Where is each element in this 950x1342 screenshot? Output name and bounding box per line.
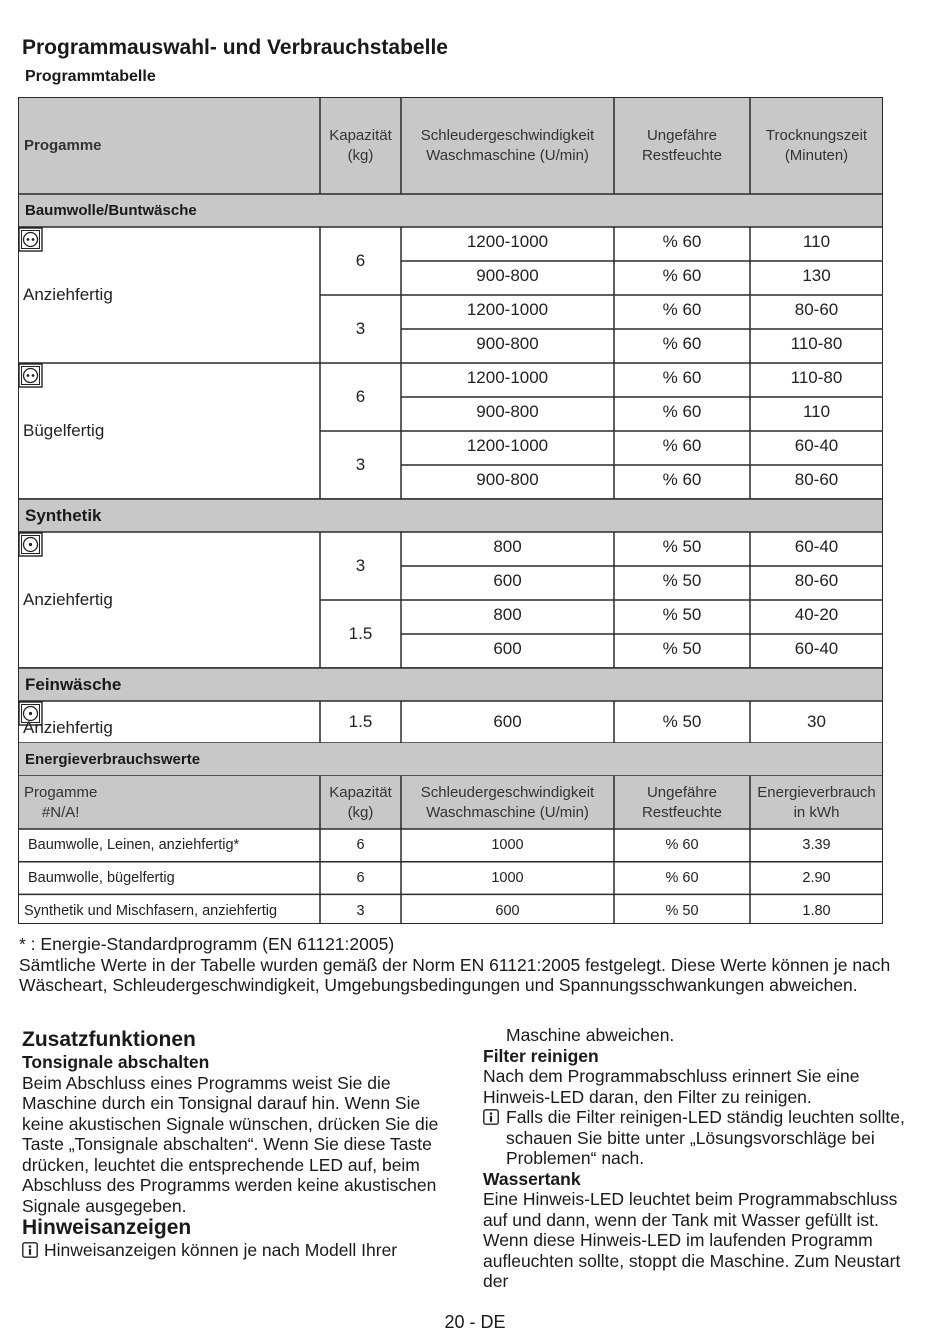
value-cell: 900-800 xyxy=(476,402,539,421)
info-text: Hinweisanzeigen können je nach Modell Ihrer xyxy=(44,1240,398,1260)
energy-cell: 3 xyxy=(356,902,365,919)
energy-cell: 1.80 xyxy=(802,902,831,919)
value-cell: 1200-1000 xyxy=(466,300,549,319)
info-icon xyxy=(483,1109,499,1125)
program-label: Anziehfertig xyxy=(23,590,113,610)
energy-header: Energieverbrauch in kWh xyxy=(757,784,876,821)
continued-text: Maschine abweichen. xyxy=(506,1025,675,1045)
info-text-filter: Falls die Filter reinigen-LED ständig leuchten sollte, schauen Sie bitte unter „Lösungsvorschläge bei Problemen“ nach. xyxy=(506,1107,905,1168)
value-cell: 80-60 xyxy=(794,300,839,319)
program-label: Anziehfertig xyxy=(23,718,113,738)
section-header: Feinwäsche xyxy=(25,674,122,694)
value-cell: % 50 xyxy=(662,537,702,556)
column-header: Ungefähre Restfeuchte xyxy=(641,127,723,164)
value-cell: 600 xyxy=(493,571,522,590)
value-cell: 80-60 xyxy=(794,571,839,590)
value-cell: 60-40 xyxy=(794,639,839,658)
value-cell: 1200-1000 xyxy=(466,436,549,455)
program-label: Bügelfertig xyxy=(23,421,105,441)
page-title: Programmauswahl- und Verbrauchstabelle xyxy=(22,36,448,59)
capacity-cell: 3 xyxy=(355,455,366,475)
value-cell: 30 xyxy=(807,712,826,732)
value-cell: 800 xyxy=(493,537,522,556)
value-cell: 800 xyxy=(493,605,522,624)
value-cell: % 50 xyxy=(662,639,702,658)
notes-text: Sämtliche Werte in der Tabelle wurden gemäß der Norm EN 61121:2005 festgelegt. Diese Werte können je nach Wäscheart, Schleudergeschwindigkeit, Umgebungsbedingungen und Spannungsschwankungen abweichen. xyxy=(19,954,891,995)
text-wassertank: Eine Hinweis-LED leuchtet beim Programmabschluss auf und dann, wenn der Tank mit Wasser gefüllt ist. Wenn diese Hinweis-LED im laufenden Programm aufleuchten sollte, stoppt die Maschine. Zum Neustart der xyxy=(483,1189,901,1291)
value-cell: % 60 xyxy=(662,232,702,251)
right-column xyxy=(483,1025,923,1292)
energy-header: Kapazität (kg) xyxy=(329,784,392,821)
program-table xyxy=(18,97,883,924)
value-cell: % 60 xyxy=(662,300,702,319)
program-cell xyxy=(18,227,320,363)
value-cell: % 50 xyxy=(662,605,702,624)
capacity-cell: 1.5 xyxy=(348,712,373,732)
dry-one-dot-icon xyxy=(18,701,43,726)
dry-one-dot-icon xyxy=(18,532,43,557)
value-cell: 900-800 xyxy=(476,470,539,489)
value-cell: % 60 xyxy=(662,266,702,285)
section-header: Energieverbrauchswerte xyxy=(25,750,201,768)
capacity-cell: 3 xyxy=(355,319,366,339)
value-cell: % 50 xyxy=(662,712,702,732)
heading-zusatzfunktionen: Zusatzfunktionen xyxy=(22,1028,196,1051)
value-cell: 1200-1000 xyxy=(466,232,549,251)
energy-cell: Synthetik und Mischfasern, anziehfertig xyxy=(24,902,278,919)
energy-cell: 2.90 xyxy=(802,869,831,886)
value-cell: 600 xyxy=(493,639,522,658)
section-header: Synthetik xyxy=(25,505,102,525)
heading-hinweisanzeigen: Hinweisanzeigen xyxy=(22,1216,192,1239)
left-column xyxy=(22,1028,452,1261)
info-note-filter xyxy=(483,1107,923,1169)
value-cell: % 60 xyxy=(662,368,702,387)
energy-cell: % 50 xyxy=(665,902,699,919)
value-cell: 40-20 xyxy=(794,605,839,624)
subheading-filter: Filter reinigen xyxy=(483,1045,599,1066)
value-cell: 600 xyxy=(493,712,522,732)
value-cell: 900-800 xyxy=(476,266,539,285)
energy-header: Ungefähre Restfeuchte xyxy=(641,784,723,821)
section-header: Baumwolle/Buntwäsche xyxy=(25,201,197,219)
column-header: Kapazität (kg) xyxy=(329,127,392,164)
value-cell: 110-80 xyxy=(790,334,843,353)
text-filter: Nach dem Programmabschluss erinnert Sie eine Hinweis-LED daran, den Filter zu reinigen. xyxy=(483,1066,860,1107)
info-icon xyxy=(22,1242,38,1258)
subheading-tonsignale: Tonsignale abschalten xyxy=(22,1052,210,1072)
program-label: Anziehfertig xyxy=(23,285,113,305)
energy-cell: Baumwolle, bügelfertig xyxy=(28,869,175,886)
value-cell: % 60 xyxy=(662,470,702,489)
energy-cell: 6 xyxy=(356,869,365,886)
value-cell: % 50 xyxy=(662,571,702,590)
energy-cell: 6 xyxy=(356,837,365,854)
value-cell: 110 xyxy=(802,232,831,251)
energy-cell: % 60 xyxy=(665,869,699,886)
value-cell: 900-800 xyxy=(476,334,539,353)
dry-two-dots-icon xyxy=(18,363,43,388)
footnote: * : Energie-Standardprogramm (EN 61121:2005) xyxy=(19,934,395,954)
column-header: Schleudergeschwindigkeit Waschmaschine (U/min) xyxy=(420,127,595,164)
value-cell: 110 xyxy=(802,402,831,421)
value-cell: 60-40 xyxy=(794,537,839,556)
column-header: Trocknungszeit (Minuten) xyxy=(765,127,868,164)
value-cell: 130 xyxy=(802,266,831,285)
info-note xyxy=(22,1240,452,1261)
energy-cell: 1000 xyxy=(491,837,524,854)
table-subtitle: Programmtabelle xyxy=(25,68,156,85)
program-cell xyxy=(18,701,320,743)
value-cell: % 60 xyxy=(662,334,702,353)
energy-header: Schleudergeschwindigkeit Waschmaschine (U/min) xyxy=(420,784,595,821)
table-notes xyxy=(19,934,919,996)
program-cell xyxy=(18,363,320,499)
text-tonsignale: Beim Abschluss eines Programms weist Sie die Maschine durch ein Tonsignal darauf hin. Wenn Sie keine akustischen Signale wünschen, drücken Sie die Taste „Tonsignale abschalten“. Wenn Sie diese Taste drücken, leuchtet die entsprechende LED auf, beim Abschluss des Programms werden keine akustischen Signale ausgegeben. xyxy=(22,1072,439,1216)
energy-cell: Baumwolle, Leinen, anziehfertig* xyxy=(28,837,240,854)
energy-cell: % 60 xyxy=(665,837,699,854)
capacity-cell: 3 xyxy=(355,556,366,576)
column-header: Progamme xyxy=(24,136,102,154)
capacity-cell: 6 xyxy=(355,387,366,407)
dry-two-dots-icon xyxy=(18,227,43,252)
capacity-cell: 1.5 xyxy=(348,624,373,644)
capacity-cell: 6 xyxy=(355,251,366,271)
value-cell: 60-40 xyxy=(794,436,839,455)
value-cell: 110-80 xyxy=(790,368,843,387)
value-cell: 1200-1000 xyxy=(466,368,549,387)
value-cell: % 60 xyxy=(662,436,702,455)
energy-cell: 600 xyxy=(495,902,520,919)
energy-header: Progamme #N/A! xyxy=(24,784,98,821)
energy-cell: 3.39 xyxy=(802,837,831,854)
program-cell xyxy=(18,532,320,668)
page-number: 20 - DE xyxy=(444,1312,506,1332)
value-cell: 80-60 xyxy=(794,470,839,489)
value-cell: % 60 xyxy=(662,402,702,421)
subheading-wassertank: Wassertank xyxy=(483,1168,581,1189)
energy-cell: 1000 xyxy=(491,869,524,886)
